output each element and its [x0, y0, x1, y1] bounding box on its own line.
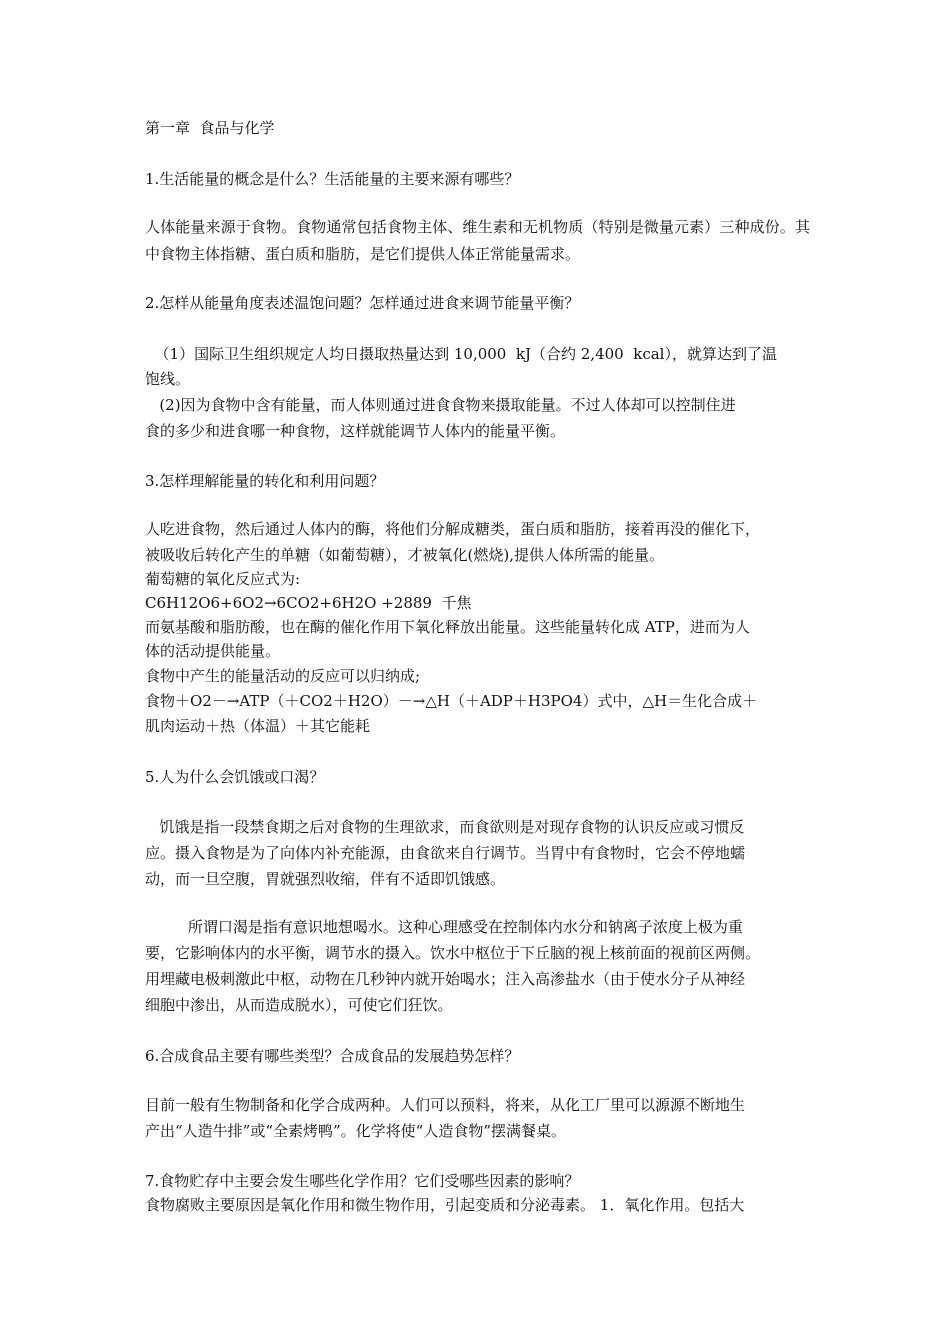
answer-5-line: 细胞中渗出，从而造成脱水），可使它们狂饮。 — [145, 996, 453, 1014]
answer-3-line: 肌肉运动＋热（体温）＋其它能耗 — [145, 717, 371, 735]
answer-5-line: 饥饿是指一段禁食期之后对食物的生理欲求，而食欲则是对现存食物的认识反应或习惯反 — [145, 818, 745, 836]
answer-5-line: 要，它影响体内的水平衡，调节水的摄入。饮水中枢位于下丘脑的视上核前面的视前区两侧。 — [145, 944, 761, 962]
question-1: 1.生活能量的概念是什么？生活能量的主要来源有哪些？ — [145, 170, 520, 188]
answer-6-line: 产出“人造牛排”或“全素烤鸭”。化学将使“人造食物”摆满餐桌。 — [145, 1122, 567, 1140]
answer-6-line: 目前一般有生物制备和化学合成两种。人们可以预料，将来，从化工厂里可以源源不断地生 — [145, 1096, 746, 1114]
answer-1: 人体能量来源于食物。食物通常包括食物主体、维生素和无机物质（特别是微量元素）三种成份。其中食物主体指糖、蛋白质和脂肪，是它们提供人体正常能量需求。 — [145, 218, 810, 263]
chapter-title: 第一章 食品与化学 — [145, 119, 275, 137]
question-6: 6.合成食品主要有哪些类型？合成食品的发展趋势怎样？ — [145, 1047, 520, 1065]
answer-3-line: 被吸收后转化产生的单糖（如葡萄糖），才被氧化(燃烧),提供人体所需的能量。 — [145, 546, 664, 564]
answer-2-line: (2)因为食物中含有能量，而人体则通过进食食物来摄取能量。不过人体却可以控制住进 — [145, 396, 736, 414]
answer-3-line: 食物中产生的能量活动的反应可以归纳成; — [145, 667, 421, 685]
answer-3-line: 葡萄糖的氧化反应式为: — [145, 570, 301, 588]
answer-3-line: 人吃进食物，然后通过人体内的酶，将他们分解成糖类，蛋白质和脂肪，接着再没的催化下， — [145, 520, 761, 538]
question-3: 3.怎样理解能量的转化和利用问题？ — [145, 472, 385, 490]
question-7: 7.食物贮存中主要会发生哪些化学作用？它们受哪些因素的影响？ — [145, 1172, 580, 1190]
answer-5-line: 应。摄入食物是为了向体内补充能源，由食欲来自行调节。当胃中有食物时，它会不停地蠕 — [145, 844, 746, 862]
answer-7-line: 食物腐败主要原因是氧化作用和微生物作用，引起变质和分泌毒素。 1．氧化作用。包括大 — [145, 1196, 745, 1214]
answer-3-reaction: 食物＋O2－→ATP（＋CO2＋H2O）－→△H（＋ADP＋H3PO4）式中，△H＝生化合成＋ — [145, 692, 758, 710]
answer-3-formula: C6H12O6+6O2→6CO2+6H2O +2889 千焦 — [145, 594, 472, 612]
answer-5-line: 所谓口渴是指有意识地想喝水。这种心理感受在控制体内水分和钠离子浓度上极为重 — [145, 918, 743, 936]
answer-2-line: （1）国际卫生组织规定人均日摄取热量达到 10,000 kJ（合约 2,400 kcal），就算达到了温 — [145, 345, 777, 363]
answer-2-line: 食的多少和进食哪一种食物，这样就能调节人体内的能量平衡。 — [145, 422, 566, 440]
answer-3-line: 而氨基酸和脂肪酸，也在酶的催化作用下氧化释放出能量。这些能量转化成 ATP，进而为人 — [145, 618, 750, 636]
answer-5-line: 用埋藏电极刺激此中枢，动物在几秒钟内就开始喝水；注入高渗盐水（由于使水分子从神经 — [145, 970, 746, 988]
answer-5-line: 动，而一旦空腹，胃就强烈收缩，伴有不适即饥饿感。 — [145, 870, 506, 888]
question-5: 5.人为什么会饥饿或口渴？ — [145, 768, 325, 786]
answer-2-line: 饱线。 — [145, 370, 191, 388]
question-2: 2.怎样从能量角度表述温饱问题？怎样通过进食来调节能量平衡？ — [145, 294, 580, 312]
answer-3-line: 体的活动提供能量。 — [145, 642, 281, 660]
